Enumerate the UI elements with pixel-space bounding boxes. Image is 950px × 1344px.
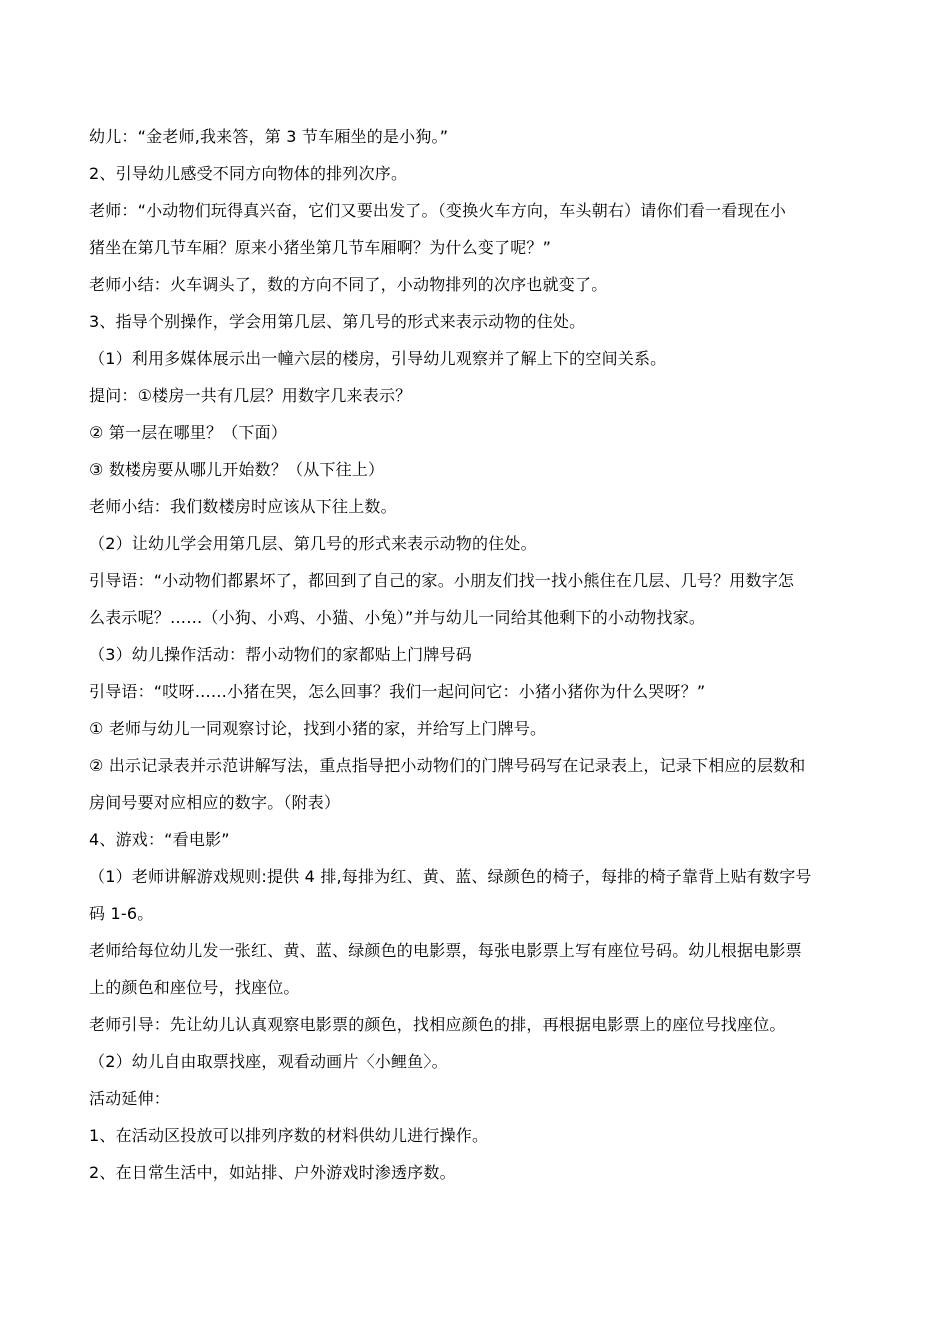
text-line: 幼儿：“金老师,我来答，第 3 节车厢坐的是小狗。” [89, 127, 449, 146]
text-line: 2、引导幼儿感受不同方向物体的排列次序。 [89, 164, 408, 183]
text-line: 提问：①楼房一共有几层？用数字几来表示？ [89, 386, 412, 405]
text-line: （2）幼儿自由取票找座，观看动画片〈小鲤鱼〉。 [89, 1052, 448, 1071]
text-line: 猪坐在第几节车厢？原来小猪坐第几节车厢啊？为什么变了呢？” [89, 238, 552, 257]
text-line: 1、在活动区投放可以排列序数的材料供幼儿进行操作。 [89, 1126, 489, 1145]
document-body [89, 118, 869, 1191]
text-line: 么表示呢？……（小狗、小鸡、小猫、小兔）”并与幼儿一同给其他剩下的小动物找家。 [89, 608, 706, 627]
text-line: 3、指导个别操作，学会用第几层、第几号的形式来表示动物的住处。 [89, 312, 586, 331]
text-line: （1）老师讲解游戏规则:提供 4 排,每排为红、黄、蓝、绿颜色的椅子，每排的椅子靠背上贴有数字号 [89, 867, 812, 886]
text-line: 2、在日常生活中，如站排、户外游戏时渗透序数。 [89, 1163, 456, 1182]
text-line: （3）幼儿操作活动：帮小动物们的家都贴上门牌号码 [89, 645, 472, 664]
text-line: 码 1-6。 [89, 904, 154, 923]
text-line: （2）让幼儿学会用第几层、第几号的形式来表示动物的住处。 [89, 534, 537, 553]
text-line: ③ 数楼房要从哪儿开始数？（从下往上） [89, 460, 385, 479]
text-line: 引导语：“哎呀……小猪在哭，怎么回事？我们一起问问它：小猪小猪你为什么哭呀？” [89, 682, 706, 701]
text-line: 上的颜色和座位号，找座位。 [89, 978, 300, 997]
text-line: 老师：“小动物们玩得真兴奋，它们又要出发了。（变换火车方向，车头朝右）请你们看一看现在小 [89, 201, 787, 220]
text-line: ① 老师与幼儿一同观察讨论，找到小猪的家，并给写上门牌号。 [89, 719, 547, 738]
text-line: ② 出示记录表并示范讲解写法，重点指导把小动物们的门牌号码写在记录表上，记录下相应的层数和 [89, 756, 806, 775]
text-line: 老师给每位幼儿发一张红、黄、蓝、绿颜色的电影票，每张电影票上写有座位号码。幼儿根据电影票 [89, 941, 802, 960]
text-line: 房间号要对应相应的数字。（附表） [89, 793, 341, 812]
text-line: 引导语：“小动物们都累坏了，都回到了自己的家。小朋友们找一找小熊住在几层、几号？用数字怎 [89, 571, 795, 590]
text-line: 老师小结：火车调头了，数的方向不同了，小动物排列的次序也就变了。 [89, 275, 608, 294]
text-line: 老师引导：先让幼儿认真观察电影票的颜色，找相应颜色的排，再根据电影票上的座位号找座位。 [89, 1015, 786, 1034]
text-line: ② 第一层在哪里？（下面） [89, 423, 288, 442]
text-line: 活动延伸： [89, 1089, 171, 1108]
text-line: 老师小结：我们数楼房时应该从下往上数。 [89, 497, 397, 516]
text-line: 4、游戏：“看电影” [89, 830, 230, 849]
text-line: （1）利用多媒体展示出一幢六层的楼房，引导幼儿观察并了解上下的空间关系。 [89, 349, 667, 368]
